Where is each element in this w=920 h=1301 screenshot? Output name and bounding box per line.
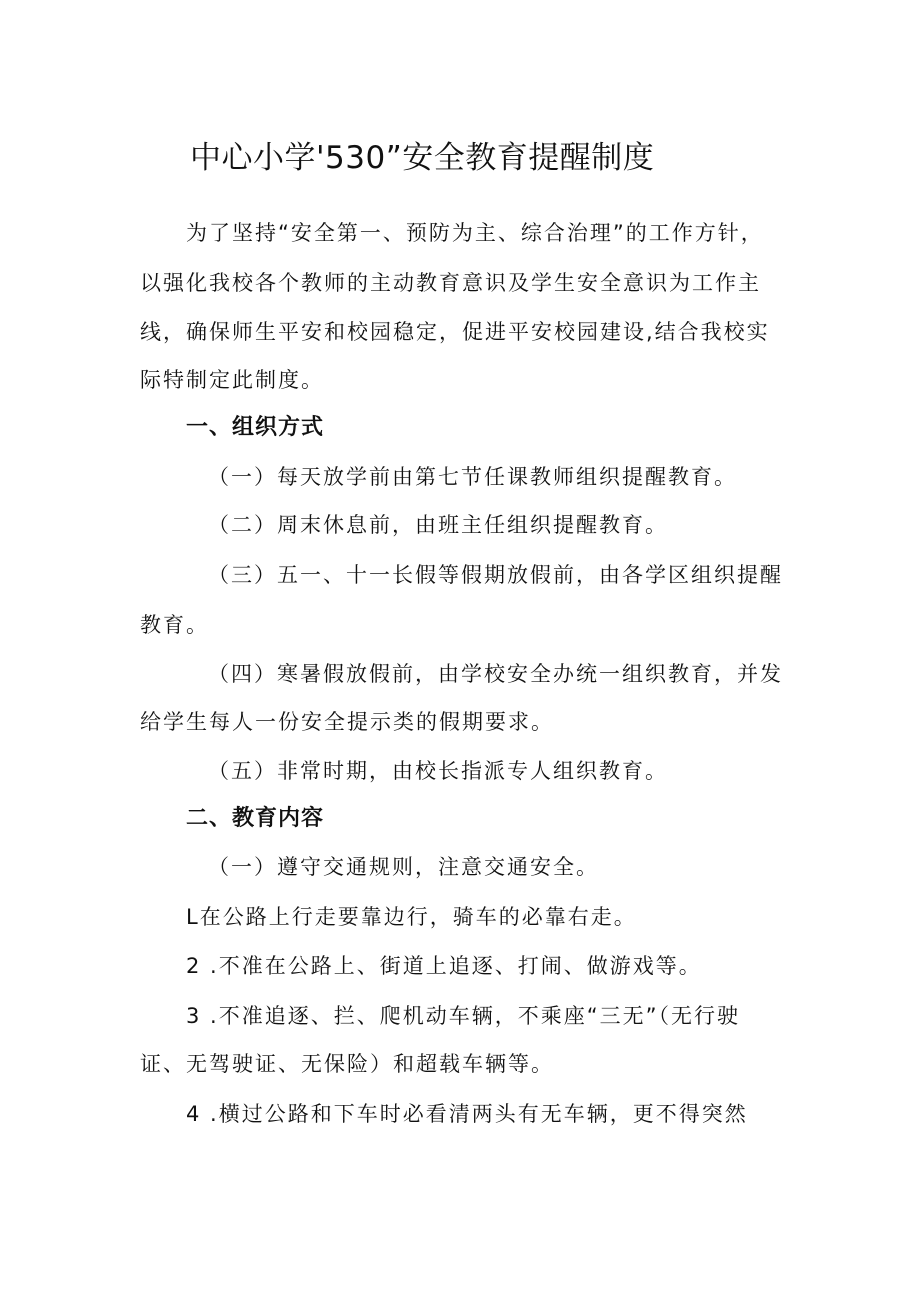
org-item-5: （五）非常时期，由校长指派专人组织教育。 bbox=[208, 759, 668, 783]
content-item-4-line-2: 证、无驾驶证、无保险）和超载车辆等。 bbox=[140, 1052, 554, 1076]
content-item-3: 2 .不准在公路上、街道上追逐、打闹、做游戏等。 bbox=[186, 954, 702, 978]
org-item-3-line-2: 教育。 bbox=[140, 613, 209, 637]
intro-line-3: 线，确保师生平安和校园稳定，促进平安校园建设,结合我校实 bbox=[140, 320, 770, 344]
intro-line-4: 际特制定此制度。 bbox=[140, 368, 324, 392]
intro-line-1: 为了坚持“安全第一、预防为主、综合治理”的工作方针， bbox=[186, 221, 764, 245]
content-item-5: 4 .横过公路和下车时必看清两头有无车辆，更不得突然 bbox=[186, 1102, 748, 1126]
org-item-4-line-2: 给学生每人一份安全提示类的假期要求。 bbox=[140, 710, 554, 734]
intro-line-2: 以强化我校各个教师的主动教育意识及学生安全意识为工作主 bbox=[140, 271, 761, 295]
section-heading-organization: 一、组织方式 bbox=[186, 415, 325, 440]
content-item-2: L在公路上行走要靠边行，骑车的必靠右走。 bbox=[186, 905, 637, 929]
org-item-4-line-1: （四）寒暑假放假前，由学校安全办统一组织教育，并发 bbox=[208, 662, 783, 686]
content-item-1: （一）遵守交通规则，注意交通安全。 bbox=[208, 855, 599, 879]
org-item-1: （一）每天放学前由第七节任课教师组织提醒教育。 bbox=[208, 465, 737, 489]
org-item-3-line-1: （三）五一、十一长假等假期放假前，由各学区组织提醒 bbox=[208, 563, 783, 587]
content-item-4-line-1: 3 .不准追逐、拦、爬机动车辆，不乘座“三无”（无行驶 bbox=[186, 1004, 740, 1028]
org-item-2: （二）周末休息前，由班主任组织提醒教育。 bbox=[208, 513, 668, 537]
section-heading-content: 二、教育内容 bbox=[186, 806, 325, 831]
document-title: 中心小学'530”安全教育提醒制度 bbox=[190, 140, 655, 176]
